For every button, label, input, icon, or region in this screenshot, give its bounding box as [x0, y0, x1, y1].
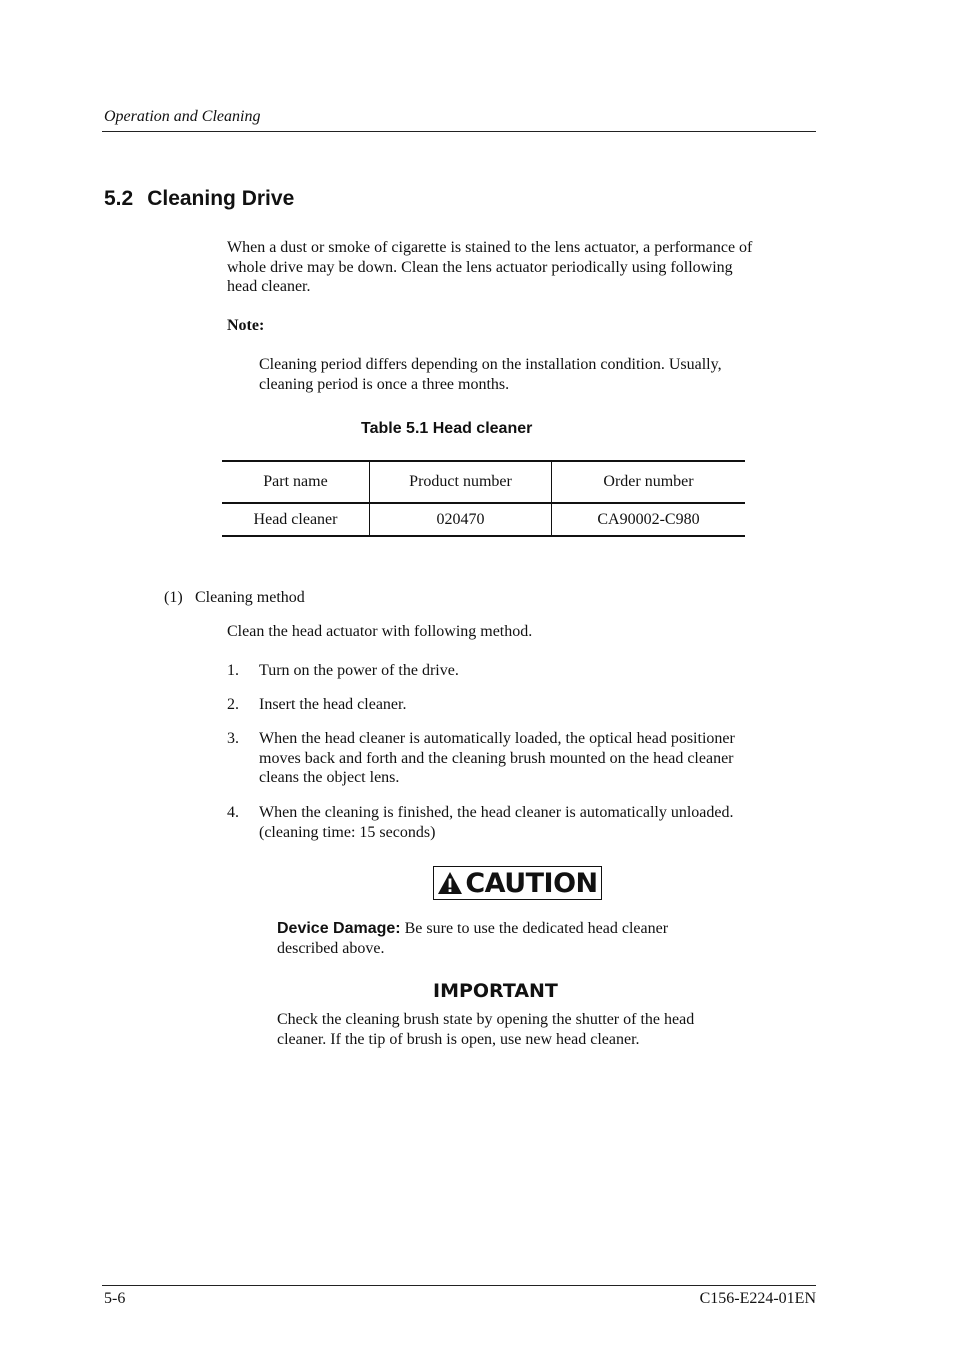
section-title-text: Cleaning Drive — [147, 187, 295, 210]
caution-text — [277, 919, 757, 958]
method-number: (1) — [164, 589, 183, 606]
device-damage-label: Device Damage: — [277, 920, 401, 937]
head-cleaner-table — [222, 460, 745, 537]
cell-product-number: 020470 — [370, 503, 552, 536]
column-header-order-number: Order number — [552, 461, 746, 503]
important-text — [277, 1010, 757, 1049]
running-header: Operation and Cleaning — [104, 108, 261, 125]
table-header-row — [222, 461, 745, 503]
table-row — [222, 503, 745, 536]
step-line: Insert the head cleaner. — [259, 696, 407, 713]
section-title — [104, 187, 294, 211]
step-line: When the head cleaner is automatically loaded, the optical head positioner — [259, 730, 735, 747]
step-line: Turn on the power of the drive. — [259, 662, 459, 679]
step-line: (cleaning time: 15 seconds) — [259, 823, 436, 841]
step-number: 1. — [227, 662, 239, 679]
step-number: 3. — [227, 730, 239, 747]
step-text — [259, 729, 797, 788]
caution-line: Be sure to use the dedicated head cleaner — [400, 920, 669, 937]
step-text — [259, 803, 797, 842]
important-banner: IMPORTANT — [433, 980, 558, 1002]
important-line: Check the cleaning brush state by opening the shutter of the head — [277, 1011, 695, 1028]
note-label: Note: — [227, 317, 265, 334]
step-text — [259, 695, 797, 715]
caution-banner — [433, 866, 602, 900]
list-item-step-2 — [227, 695, 797, 715]
intro-paragraph — [227, 238, 817, 297]
step-number: 4. — [227, 804, 239, 821]
intro-line: whole drive may be down. Clean the lens actuator periodically using following — [227, 258, 733, 276]
note-line: cleaning period is once a three months. — [259, 375, 510, 393]
note-text — [259, 355, 799, 394]
page-number: 5-6 — [104, 1290, 126, 1307]
important-line: cleaner. If the tip of brush is open, use new head cleaner. — [277, 1030, 640, 1048]
intro-line: head cleaner. — [227, 278, 311, 295]
method-heading-text: Cleaning method — [195, 589, 305, 606]
header-rule — [102, 131, 816, 132]
warning-triangle-icon — [437, 871, 463, 895]
step-line: cleans the object lens. — [259, 769, 400, 786]
intro-line: When a dust or smoke of cigarette is stained to the lens actuator, a performance of — [227, 239, 753, 256]
list-item-step-1 — [227, 661, 797, 681]
caution-label: CAUTION — [465, 867, 598, 899]
method-intro: Clean the head actuator with following method. — [227, 623, 533, 640]
note-line: Cleaning period differs depending on the installation condition. Usually, — [259, 356, 722, 373]
caution-line: described above. — [277, 939, 385, 957]
step-line: moves back and forth and the cleaning brush mounted on the head cleaner — [259, 749, 734, 767]
column-header-product-number: Product number — [370, 461, 552, 503]
cell-order-number: CA90002-C980 — [552, 503, 746, 536]
step-number: 2. — [227, 696, 239, 713]
section-number: 5.2 — [104, 187, 134, 210]
list-item-step-3 — [227, 729, 797, 788]
cell-part-name: Head cleaner — [222, 503, 370, 536]
list-item-step-4 — [227, 803, 797, 842]
step-text — [259, 661, 797, 681]
table-caption: Table 5.1 Head cleaner — [361, 420, 533, 437]
method-heading — [164, 588, 305, 608]
footer-rule — [102, 1285, 816, 1286]
column-header-part-name: Part name — [222, 461, 370, 503]
document-code: C156-E224-01EN — [699, 1290, 816, 1307]
step-line: When the cleaning is finished, the head cleaner is automatically unloaded. — [259, 804, 734, 821]
